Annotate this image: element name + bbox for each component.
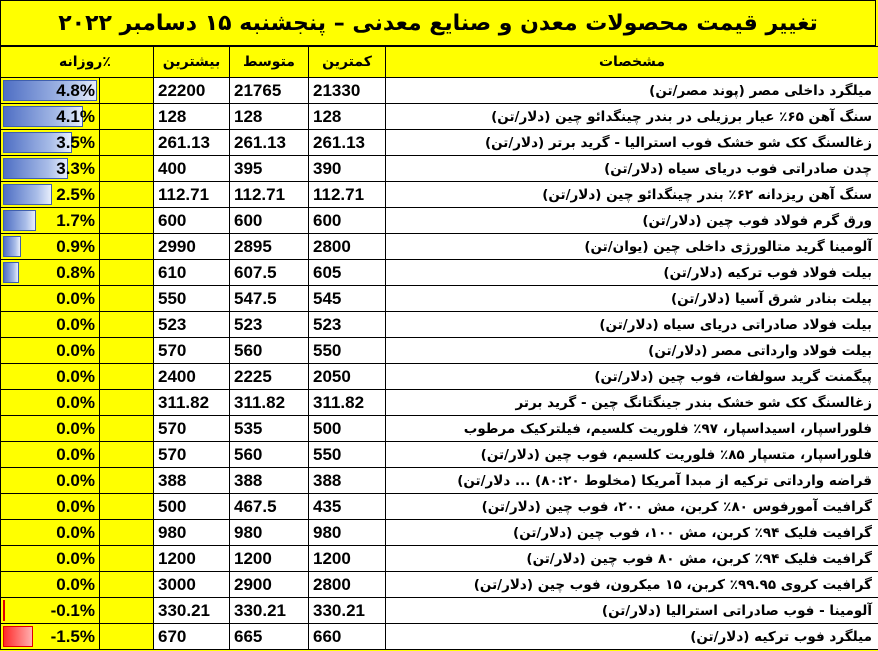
table-row <box>1 390 878 416</box>
daily-change-cell <box>1 494 154 520</box>
avg-price-cell: 607.5 <box>230 260 309 286</box>
min-price-cell: 2800 <box>309 572 386 598</box>
product-spec-cell: قراضه وارداتی ترکیه از مبدا آمریکا (مخلوط ۸۰:۲۰) ... دلار/تن) <box>386 468 878 494</box>
header-row <box>1 47 878 78</box>
header-daily-change: روزانه٪ <box>1 47 154 78</box>
max-price-cell: 22200 <box>154 78 230 104</box>
max-price-cell: 570 <box>154 416 230 442</box>
table-row <box>1 78 878 104</box>
daily-change-value: 4.1% <box>56 106 95 126</box>
max-price-cell: 523 <box>154 312 230 338</box>
product-spec-cell: پیگمنت گرید سولفات، فوب چین (دلار/تن) <box>386 364 878 390</box>
product-spec-cell: گرافیت کروی ۹۹.۹۵٪ کربن، ۱۵ میکرون، فوب چین (دلار/تن) <box>386 572 878 598</box>
daily-change-cell <box>1 182 154 208</box>
min-price-cell: 523 <box>309 312 386 338</box>
avg-price-cell: 2895 <box>230 234 309 260</box>
table-row <box>1 234 878 260</box>
table-row <box>1 156 878 182</box>
table-row <box>1 416 878 442</box>
product-spec-cell: فلوراسپار، متسپار ۸۵٪ فلوریت کلسیم، فوب چین (دلار/تن) <box>386 442 878 468</box>
daily-change-cell <box>1 312 154 338</box>
min-price-cell: 980 <box>309 520 386 546</box>
max-price-cell: 670 <box>154 624 230 650</box>
daily-change-cell <box>1 442 154 468</box>
max-price-cell: 550 <box>154 286 230 312</box>
avg-price-cell: 128 <box>230 104 309 130</box>
table-row <box>1 104 878 130</box>
daily-change-value: 0.0% <box>56 392 95 412</box>
max-price-cell: 570 <box>154 338 230 364</box>
min-price-cell: 500 <box>309 416 386 442</box>
max-price-cell: 980 <box>154 520 230 546</box>
header-min: کمترین <box>309 47 386 78</box>
min-price-cell: 388 <box>309 468 386 494</box>
max-price-cell: 610 <box>154 260 230 286</box>
daily-change-value: 0.0% <box>56 522 95 542</box>
header-spec: مشخصات <box>386 47 878 78</box>
min-price-cell: 600 <box>309 208 386 234</box>
table-title: تغییر قیمت محصولات معدن و صنایع معدنی – پنجشنبه ۱۵ دسامبر ۲۰۲۲ <box>0 0 876 46</box>
min-price-cell: 605 <box>309 260 386 286</box>
table-body <box>1 78 878 650</box>
table-row <box>1 572 878 598</box>
table-row <box>1 546 878 572</box>
daily-change-value: 0.0% <box>56 340 95 360</box>
daily-change-value: 0.0% <box>56 496 95 516</box>
max-price-cell: 3000 <box>154 572 230 598</box>
daily-change-value: -0.1% <box>50 600 95 620</box>
daily-change-cell <box>1 520 154 546</box>
avg-price-cell: 665 <box>230 624 309 650</box>
product-spec-cell: بیلت بنادر شرق آسیا (دلار/تن) <box>386 286 878 312</box>
max-price-cell: 570 <box>154 442 230 468</box>
product-spec-cell: گرافیت فلیک ۹۴٪ کربن، مش ۱۰۰، فوب چین (دلار/تن) <box>386 520 878 546</box>
table-row <box>1 494 878 520</box>
max-price-cell: 2990 <box>154 234 230 260</box>
product-spec-cell: چدن صادراتی فوب دریای سیاه (دلار/تن) <box>386 156 878 182</box>
min-price-cell: 545 <box>309 286 386 312</box>
max-price-cell: 112.71 <box>154 182 230 208</box>
table-row <box>1 260 878 286</box>
avg-price-cell: 523 <box>230 312 309 338</box>
header-avg: متوسط <box>230 47 309 78</box>
daily-change-value: 1.7% <box>56 210 95 230</box>
table-row <box>1 468 878 494</box>
daily-change-value: 0.0% <box>56 418 95 438</box>
table-row <box>1 520 878 546</box>
avg-price-cell: 547.5 <box>230 286 309 312</box>
table-row <box>1 208 878 234</box>
product-spec-cell: گرافیت آمورفوس ۸۰٪ کربن، مش ۲۰۰، فوب چین (دلار/تن) <box>386 494 878 520</box>
daily-change-value: 0.0% <box>56 548 95 568</box>
daily-change-cell <box>1 390 154 416</box>
min-price-cell: 311.82 <box>309 390 386 416</box>
avg-price-cell: 330.21 <box>230 598 309 624</box>
product-spec-cell: ورق گرم فولاد فوب چین (دلار/تن) <box>386 208 878 234</box>
daily-change-cell <box>1 468 154 494</box>
daily-change-cell <box>1 338 154 364</box>
product-spec-cell: بیلت فولاد وارداتی مصر (دلار/تن) <box>386 338 878 364</box>
product-spec-cell: میلگرد داخلی مصر (پوند مصر/تن) <box>386 78 878 104</box>
min-price-cell: 2050 <box>309 364 386 390</box>
table-row <box>1 130 878 156</box>
daily-change-value: 3.5% <box>56 132 95 152</box>
daily-change-cell <box>1 598 154 624</box>
daily-change-cell <box>1 572 154 598</box>
daily-change-cell <box>1 78 154 104</box>
daily-change-value: 0.0% <box>56 444 95 464</box>
avg-price-cell: 388 <box>230 468 309 494</box>
daily-change-value: 0.0% <box>56 574 95 594</box>
table-row <box>1 312 878 338</box>
daily-change-cell <box>1 260 154 286</box>
avg-price-cell: 112.71 <box>230 182 309 208</box>
max-price-cell: 311.82 <box>154 390 230 416</box>
product-spec-cell: آلومینا گرید متالورژی داخلی چین (یوان/تن) <box>386 234 878 260</box>
daily-change-cell <box>1 416 154 442</box>
daily-change-value: 0.8% <box>56 262 95 282</box>
avg-price-cell: 980 <box>230 520 309 546</box>
avg-price-cell: 311.82 <box>230 390 309 416</box>
daily-change-cell <box>1 104 154 130</box>
daily-change-value: 0.0% <box>56 288 95 308</box>
daily-change-cell <box>1 286 154 312</box>
min-price-cell: 128 <box>309 104 386 130</box>
max-price-cell: 388 <box>154 468 230 494</box>
table-row <box>1 624 878 650</box>
max-price-cell: 330.21 <box>154 598 230 624</box>
avg-price-cell: 2900 <box>230 572 309 598</box>
daily-change-cell <box>1 156 154 182</box>
min-price-cell: 435 <box>309 494 386 520</box>
table-row <box>1 442 878 468</box>
daily-change-cell <box>1 234 154 260</box>
max-price-cell: 2400 <box>154 364 230 390</box>
daily-change-value: 0.0% <box>56 470 95 490</box>
min-price-cell: 261.13 <box>309 130 386 156</box>
daily-change-cell <box>1 546 154 572</box>
avg-price-cell: 560 <box>230 338 309 364</box>
product-spec-cell: میلگرد فوب ترکیه (دلار/تن) <box>386 624 878 650</box>
product-spec-cell: زغالسنگ کک شو خشک فوب استرالیا - گرید برتر (دلار/تن) <box>386 130 878 156</box>
daily-change-cell <box>1 364 154 390</box>
daily-change-value: 2.5% <box>56 184 95 204</box>
avg-price-cell: 560 <box>230 442 309 468</box>
product-spec-cell: سنگ آهن ۶۵٪ عیار برزیلی در بندر چینگدائو چین (دلار/تن) <box>386 104 878 130</box>
min-price-cell: 1200 <box>309 546 386 572</box>
product-spec-cell: گرافیت فلیک ۹۴٪ کربن، مش ۸۰ فوب چین (دلار/تن) <box>386 546 878 572</box>
max-price-cell: 500 <box>154 494 230 520</box>
table-row <box>1 182 878 208</box>
product-spec-cell: بیلت فولاد فوب ترکیه (دلار/تن) <box>386 260 878 286</box>
table-row <box>1 364 878 390</box>
daily-change-cell <box>1 130 154 156</box>
min-price-cell: 660 <box>309 624 386 650</box>
daily-change-value: -1.5% <box>50 626 95 646</box>
daily-change-cell <box>1 624 154 650</box>
min-price-cell: 390 <box>309 156 386 182</box>
header-max: بیشترین <box>154 47 230 78</box>
product-spec-cell: آلومینا - فوب صادراتی استرالیا (دلار/تن) <box>386 598 878 624</box>
min-price-cell: 21330 <box>309 78 386 104</box>
min-price-cell: 550 <box>309 338 386 364</box>
avg-price-cell: 1200 <box>230 546 309 572</box>
avg-price-cell: 21765 <box>230 78 309 104</box>
max-price-cell: 128 <box>154 104 230 130</box>
max-price-cell: 1200 <box>154 546 230 572</box>
min-price-cell: 330.21 <box>309 598 386 624</box>
avg-price-cell: 535 <box>230 416 309 442</box>
max-price-cell: 600 <box>154 208 230 234</box>
min-price-cell: 550 <box>309 442 386 468</box>
max-price-cell: 400 <box>154 156 230 182</box>
product-spec-cell: زغالسنگ کک شو خشک بندر جینگتانگ چین - گرید برتر <box>386 390 878 416</box>
daily-change-value: 0.0% <box>56 314 95 334</box>
product-spec-cell: فلوراسپار، اسیداسپار، ۹۷٪ فلوریت کلسیم، فیلترکیک مرطوب <box>386 416 878 442</box>
avg-price-cell: 2225 <box>230 364 309 390</box>
price-table <box>0 46 878 650</box>
avg-price-cell: 261.13 <box>230 130 309 156</box>
daily-change-value: 0.0% <box>56 366 95 386</box>
table-row <box>1 598 878 624</box>
daily-change-value: 3.3% <box>56 158 95 178</box>
product-spec-cell: بیلت فولاد صادراتی دریای سیاه (دلار/تن) <box>386 312 878 338</box>
max-price-cell: 261.13 <box>154 130 230 156</box>
min-price-cell: 112.71 <box>309 182 386 208</box>
min-price-cell: 2800 <box>309 234 386 260</box>
table-row <box>1 286 878 312</box>
avg-price-cell: 600 <box>230 208 309 234</box>
daily-change-value: 0.9% <box>56 236 95 256</box>
avg-price-cell: 467.5 <box>230 494 309 520</box>
daily-change-cell <box>1 208 154 234</box>
avg-price-cell: 395 <box>230 156 309 182</box>
product-spec-cell: سنگ آهن ریزدانه ۶۲٪ بندر چینگدائو چین (دلار/تن) <box>386 182 878 208</box>
table-row <box>1 338 878 364</box>
daily-change-value: 4.8% <box>56 80 95 100</box>
